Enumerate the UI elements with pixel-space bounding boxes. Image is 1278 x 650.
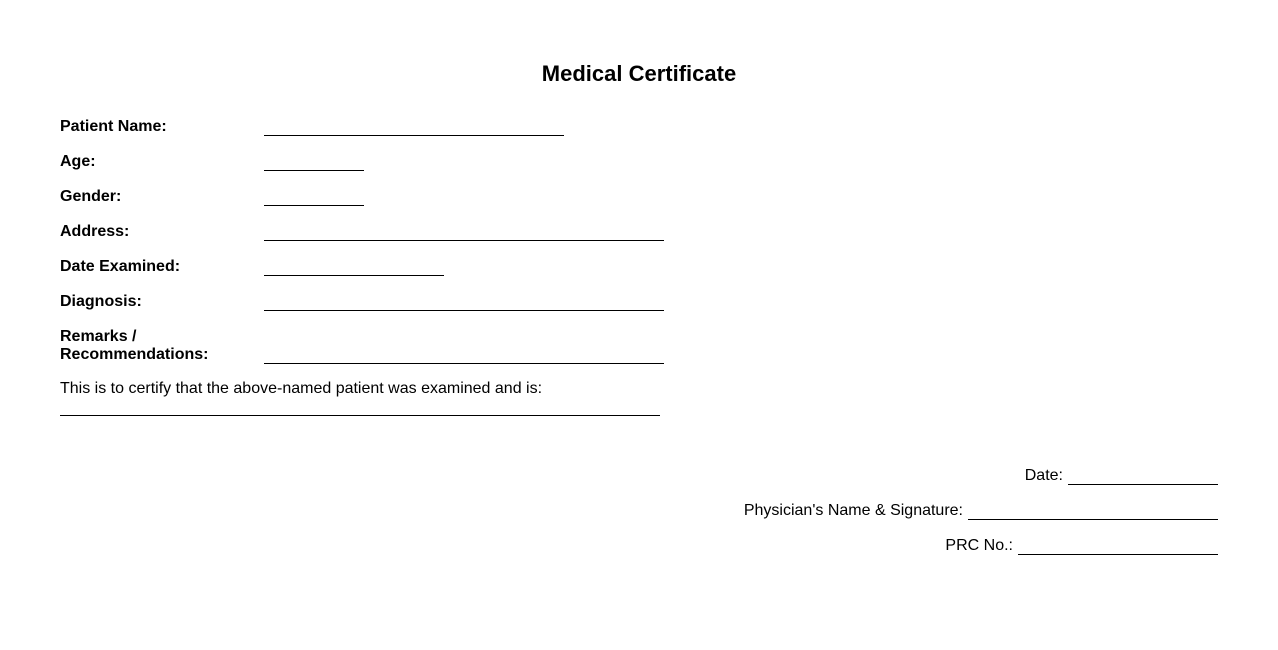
gender-label: Gender:	[60, 188, 122, 205]
remarks-field[interactable]	[264, 363, 664, 364]
physician-signature-label: Physician's Name & Signature:	[743, 502, 963, 519]
patient-name-field[interactable]	[264, 135, 564, 136]
remarks-label-line1: Remarks /	[60, 328, 137, 345]
certification-field[interactable]	[60, 415, 660, 416]
date-examined-field[interactable]	[264, 275, 444, 276]
address-label: Address:	[60, 223, 130, 240]
diagnosis-label: Diagnosis:	[60, 293, 142, 310]
date-label: Date:	[1024, 467, 1063, 484]
physician-signature-field[interactable]	[968, 519, 1218, 520]
date-field[interactable]	[1068, 484, 1218, 485]
prc-number-field[interactable]	[1018, 554, 1218, 555]
certification-statement: This is to certify that the above-named patient was examined and is:	[60, 380, 543, 397]
page-title: Medical Certificate	[541, 61, 737, 86]
age-label: Age:	[60, 153, 96, 170]
date-examined-label: Date Examined:	[60, 258, 181, 275]
age-field[interactable]	[264, 170, 364, 171]
prc-number-label: PRC No.:	[945, 537, 1013, 554]
remarks-label-line2: Recommendations:	[60, 346, 209, 363]
patient-name-label: Patient Name:	[60, 118, 167, 135]
address-field[interactable]	[264, 240, 664, 241]
diagnosis-field[interactable]	[264, 310, 664, 311]
gender-field[interactable]	[264, 205, 364, 206]
